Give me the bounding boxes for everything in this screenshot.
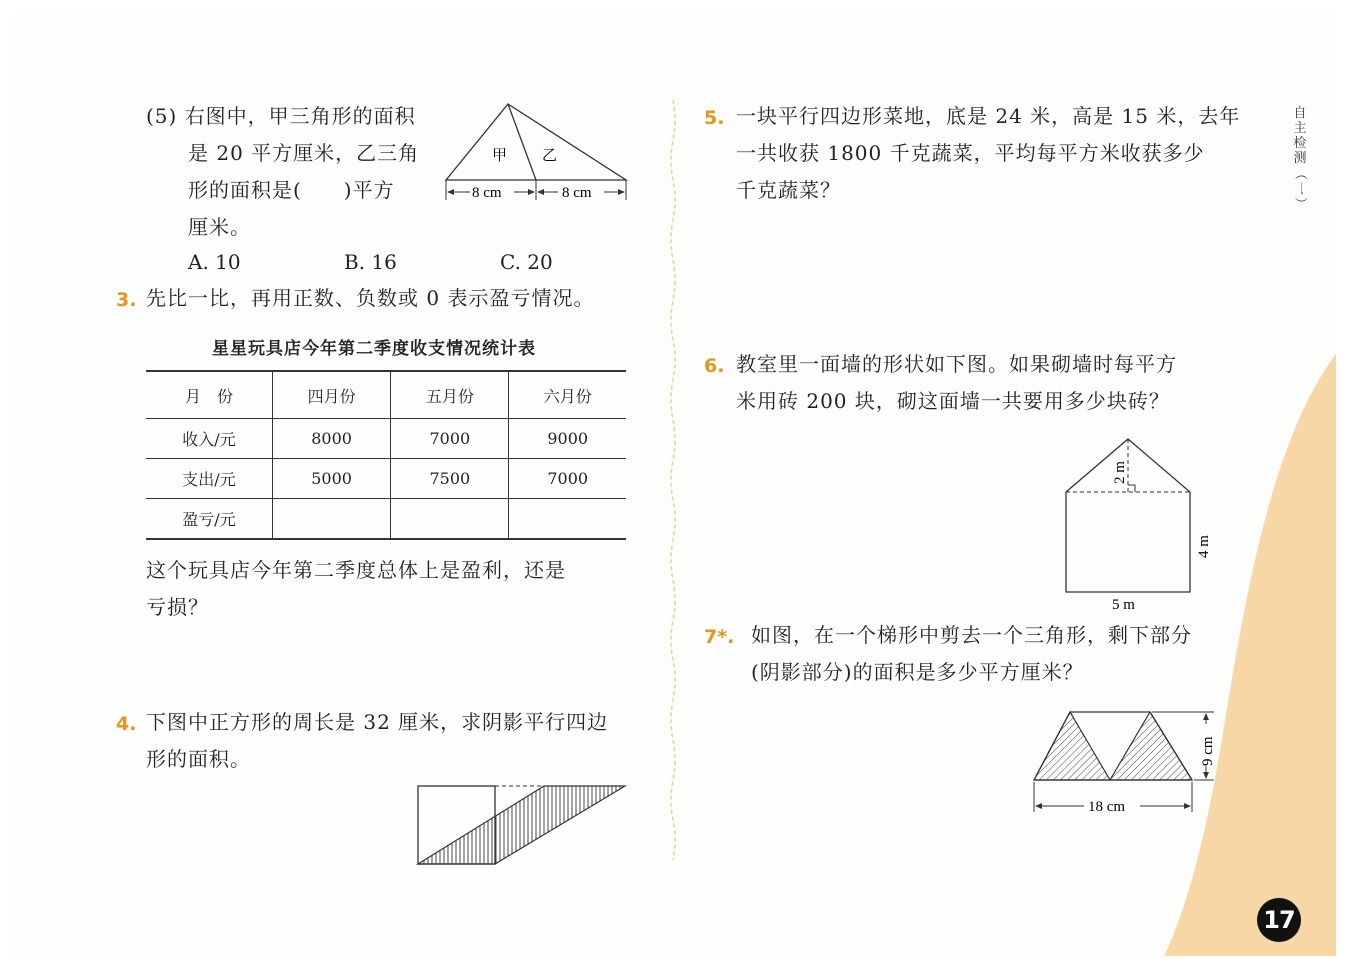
q2-5-line-2: 是 20 平方厘米，乙三角 — [188, 141, 420, 165]
side-label-char: 一 — [1292, 181, 1308, 195]
table-header-row — [146, 371, 626, 419]
table-cell: 7000 — [509, 459, 626, 499]
trapezoid-figure — [1030, 704, 1220, 816]
trapezoid-base-label: 18 cm — [1088, 799, 1126, 815]
side-label-char: 自 — [1293, 106, 1307, 121]
table-cell: 5000 — [273, 459, 391, 499]
wall-base-label: 5 m — [1112, 597, 1135, 613]
option-a: A. 10 — [188, 250, 241, 274]
q7-line-1: 如图，在一个梯形中剪去一个三角形，剩下部分 — [751, 623, 1192, 647]
q6-line-2: 米用砖 200 块，砌这面墙一共要用多少块砖？ — [736, 389, 1170, 413]
q5-number: 5. — [704, 107, 725, 129]
table-row — [146, 419, 626, 459]
option-c: C. 20 — [500, 250, 553, 274]
q2-5-line-1: (5) 右图中，甲三角形的面积 — [146, 104, 416, 128]
q4-line-1: 下图中正方形的周长是 32 厘米，求阴影平行四边 — [146, 710, 609, 734]
q3-number: 3. — [116, 289, 137, 311]
income-expense-table — [146, 370, 626, 540]
q7-line-2: (阴影部分)的面积是多少平方厘米？ — [751, 660, 1084, 684]
q7-number: 7*. — [704, 626, 735, 648]
q3-followup-line-1: 这个玩具店今年第二季度总体上是盈利，还是 — [146, 558, 566, 582]
square-parallelogram-figure — [414, 784, 630, 868]
wall-side-height-label: 4 m — [1196, 535, 1212, 558]
label-yi: 乙 — [542, 148, 558, 164]
section-side-label — [1292, 106, 1308, 211]
table-row — [146, 499, 626, 540]
base-right-label: 8 cm — [562, 185, 592, 201]
answer-cell[interactable] — [509, 499, 626, 540]
q4-line-2: 形的面积。 — [146, 747, 251, 771]
q3-text: 先比一比，再用正数、负数或 0 表示盈亏情况。 — [146, 286, 595, 310]
option-b: B. 16 — [344, 250, 397, 274]
table-cell: 7000 — [391, 419, 509, 459]
header-month: 月 份 — [146, 371, 273, 419]
side-label-char: ） — [1292, 196, 1308, 210]
column-divider — [666, 100, 680, 870]
header-june: 六月份 — [509, 371, 626, 419]
table-cell: 9000 — [509, 419, 626, 459]
q5-line-1: 一块平行四边形菜地，底是 24 米，高是 15 米，去年 — [736, 104, 1241, 128]
table-cell: 7500 — [391, 459, 509, 499]
q2-5-line-3: 形的面积是( )平方 — [188, 178, 395, 202]
side-label-char: 主 — [1293, 121, 1307, 136]
triangle-figure — [436, 100, 632, 204]
q6-line-1: 教室里一面墙的形状如下图。如果砌墙时每平方 — [736, 352, 1177, 376]
table-title: 星星玩具店今年第二季度收支情况统计表 — [212, 339, 536, 359]
q5-line-3: 千克蔬菜？ — [736, 178, 841, 202]
answer-cell[interactable] — [391, 499, 509, 540]
side-label-char: （ — [1292, 166, 1308, 180]
header-april: 四月份 — [273, 371, 391, 419]
q6-number: 6. — [704, 355, 725, 377]
q2-5-line-4: 厘米。 — [188, 215, 251, 239]
row-label: 支出/元 — [146, 459, 273, 499]
wall-top-height-label: 2 m — [1112, 461, 1128, 484]
q5-line-2: 一共收获 1800 千克蔬菜，平均每平方米收获多少 — [736, 141, 1205, 165]
q3-followup-line-2: 亏损？ — [146, 595, 209, 619]
wall-figure — [1054, 434, 1214, 614]
side-label-char: 测 — [1293, 151, 1307, 166]
q4-number: 4. — [116, 713, 137, 735]
page-number: 17 — [1257, 898, 1301, 942]
side-label-char: 检 — [1293, 136, 1307, 151]
table-row — [146, 459, 626, 499]
base-left-label: 8 cm — [472, 185, 502, 201]
row-label: 盈亏/元 — [146, 499, 273, 540]
label-jia: 甲 — [492, 148, 508, 164]
trapezoid-height-label: 9 cm — [1200, 736, 1216, 766]
workbook-page — [14, 14, 1336, 956]
table-cell: 8000 — [273, 419, 391, 459]
answer-cell[interactable] — [273, 499, 391, 540]
header-may: 五月份 — [391, 371, 509, 419]
row-label: 收入/元 — [146, 419, 273, 459]
